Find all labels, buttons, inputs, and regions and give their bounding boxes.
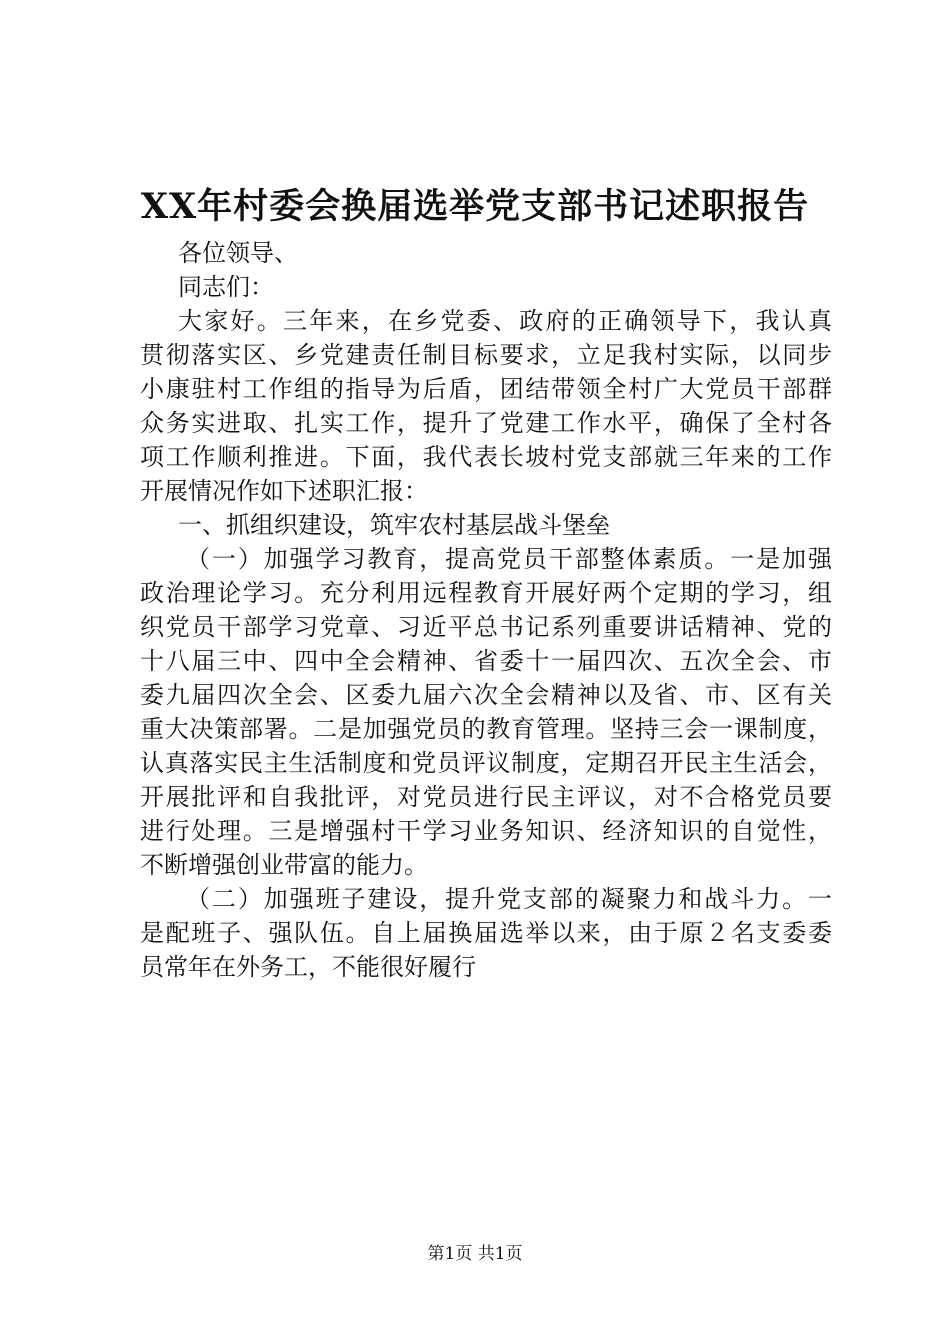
paragraph-line: （二）加强班子建设，提升党支部的凝聚力和战斗力。一: [186, 885, 832, 913]
salutation-line-2: 同志们：: [178, 273, 274, 301]
paragraph-line: 织党员干部学习党章、习近平总书记系列重要讲话精神、党的: [140, 613, 832, 641]
paragraph-line: 不断增强创业带富的能力。: [140, 851, 428, 879]
paragraph-line: 大家好。三年来，在乡党委、政府的正确领导下，我认真: [178, 307, 832, 335]
paragraph-line: 十八届三中、四中全会精神、省委十一届四次、五次全会、市: [140, 647, 832, 675]
section-heading: 一、抓组织建设，筑牢农村基层战斗堡垒: [178, 511, 610, 539]
paragraph-line: 项工作顺利推进。下面，我代表长坡村党支部就三年来的工作: [140, 443, 832, 471]
paragraph-line: 是配班子、强队伍。自上届换届选举以来，由于原２名支委委: [140, 919, 832, 947]
salutation-line-1: 各位领导、: [178, 239, 298, 267]
paragraph-line: 开展批评和自我批评，对党员进行民主评议，对不合格党员要: [140, 783, 832, 811]
paragraph-line: 众务实进取、扎实工作，提升了党建工作水平，确保了全村各: [140, 409, 832, 437]
paragraph-line: 小康驻村工作组的指导为后盾，团结带领全村广大党员干部群: [140, 375, 832, 403]
paragraph-line: （一）加强学习教育，提高党员干部整体素质。一是加强: [186, 545, 832, 573]
paragraph-line: 委九届四次全会、区委九届六次全会精神以及省、市、区有关: [140, 681, 832, 709]
paragraph-line: 认真落实民主生活制度和党员评议制度，定期召开民主生活会，: [140, 749, 832, 777]
document-title: XX年村委会换届选举党支部书记述职报告: [140, 186, 810, 227]
paragraph-line: 政治理论学习。充分利用远程教育开展好两个定期的学习，组: [140, 579, 832, 607]
page-footer: 第1页 共1页: [427, 1244, 523, 1264]
paragraph-line: 开展情况作如下述职汇报：: [140, 477, 428, 505]
paragraph-line: 重大决策部署。二是加强党员的教育管理。坚持三会一课制度，: [140, 715, 832, 743]
document-body: [140, 236, 832, 984]
paragraph-line: 进行处理。三是增强村干学习业务知识、经济知识的自觉性，: [140, 817, 832, 845]
paragraph-line: 贯彻落实区、乡党建责任制目标要求，立足我村实际，以同步: [140, 341, 832, 369]
paragraph-line: 员常年在外务工，不能很好履行: [140, 953, 476, 981]
